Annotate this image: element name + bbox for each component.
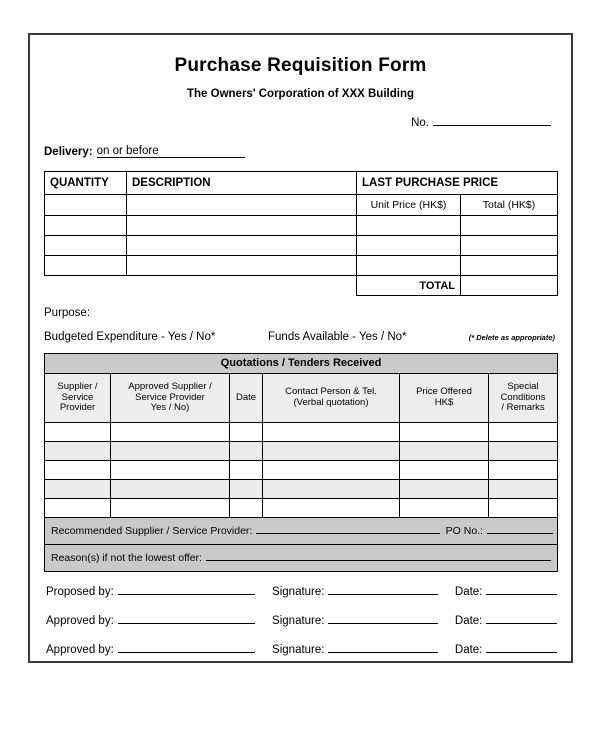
signature-row-0-signature-label: Signature: bbox=[272, 586, 325, 598]
items-row-1-description[interactable] bbox=[127, 216, 357, 236]
signature-row-0-date-label: Date: bbox=[454, 586, 483, 598]
items-row-1-unit-price[interactable] bbox=[357, 216, 461, 236]
form-body bbox=[30, 55, 571, 681]
recommended-supplier-input[interactable] bbox=[256, 533, 439, 534]
quotations-row-0-price[interactable] bbox=[400, 423, 489, 442]
recommended-supplier-label: Recommended Supplier / Service Provider: bbox=[51, 524, 253, 537]
items-row-3-description[interactable] bbox=[127, 256, 357, 276]
signature-row-0-date-input[interactable] bbox=[486, 594, 557, 595]
items-row-1-total[interactable] bbox=[461, 216, 558, 236]
form-page bbox=[28, 33, 573, 663]
signature-block bbox=[44, 586, 557, 656]
items-header-quantity: QUANTITY bbox=[45, 172, 127, 195]
purpose-label: Purpose: bbox=[44, 307, 91, 319]
quotations-row-4-approved[interactable] bbox=[111, 499, 230, 518]
signature-row-0-name-input[interactable] bbox=[118, 594, 256, 595]
page-title: Purchase Requisition Form bbox=[174, 55, 427, 76]
quotations-col-remarks-line-2: / Remarks bbox=[501, 402, 545, 414]
items-row-1-quantity[interactable] bbox=[45, 216, 127, 236]
signature-row-0-signature-input[interactable] bbox=[328, 594, 438, 595]
quotations-col-contact-line-0: Contact Person & Tel. bbox=[285, 386, 377, 398]
signature-row-approved-1 bbox=[44, 615, 557, 627]
quotations-table bbox=[44, 353, 558, 572]
signature-row-2-role: Approved by: bbox=[46, 644, 114, 656]
budget-row bbox=[44, 331, 557, 343]
funds-available-option[interactable]: Funds Available - Yes / No* bbox=[268, 331, 407, 343]
quotations-col-date-line-0: Date bbox=[235, 391, 257, 403]
budgeted-expenditure-option[interactable]: Budgeted Expenditure - Yes / No* bbox=[44, 331, 216, 343]
quotations-row-2-price[interactable] bbox=[400, 461, 489, 480]
items-row-3-unit-price[interactable] bbox=[357, 256, 461, 276]
signature-row-0-role: Proposed by: bbox=[46, 586, 114, 598]
signature-row-1-role: Approved by: bbox=[46, 615, 114, 627]
table-row bbox=[45, 256, 558, 276]
items-total-spacer-right bbox=[127, 276, 357, 296]
delivery-row bbox=[44, 145, 557, 158]
po-no-label: PO No.: bbox=[445, 524, 484, 537]
quotations-banner: Quotations / Tenders Received bbox=[45, 354, 558, 374]
items-row-3-total[interactable] bbox=[461, 256, 558, 276]
items-header-row bbox=[45, 172, 558, 195]
items-table bbox=[44, 171, 558, 296]
quotations-col-supplier bbox=[45, 374, 111, 423]
quotations-col-supplier-line-2: Provider bbox=[59, 402, 96, 414]
items-subheader-unit-price: Unit Price (HK$) bbox=[357, 195, 461, 216]
items-total-row bbox=[45, 276, 558, 296]
signature-row-1-signature-input[interactable] bbox=[328, 623, 438, 624]
quotations-col-supplier-line-1: Service bbox=[61, 391, 94, 403]
items-subheader-total: Total (HK$) bbox=[461, 195, 558, 216]
purpose-row bbox=[44, 307, 557, 319]
signature-row-2-name-input[interactable] bbox=[118, 652, 256, 653]
table-row bbox=[45, 216, 558, 236]
quotations-row-3-price[interactable] bbox=[400, 480, 489, 499]
quotations-row-3-date[interactable] bbox=[230, 480, 263, 499]
quotations-row-0-contact[interactable] bbox=[263, 423, 400, 442]
quotations-col-approved-line-0: Approved Supplier / bbox=[128, 380, 212, 392]
table-row bbox=[45, 461, 558, 480]
quotations-col-price bbox=[400, 374, 489, 423]
quotations-row-1-date[interactable] bbox=[230, 442, 263, 461]
items-subheader-row bbox=[45, 195, 558, 216]
quotations-col-remarks-line-0: Special bbox=[507, 380, 539, 392]
signature-row-approved-2 bbox=[44, 644, 557, 656]
quotations-row-1-price[interactable] bbox=[400, 442, 489, 461]
quotations-row-3-remarks[interactable] bbox=[489, 480, 558, 499]
quotations-col-price-line-1: HK$ bbox=[434, 397, 454, 408]
table-row bbox=[45, 423, 558, 442]
signature-row-2-date-label: Date: bbox=[454, 644, 483, 656]
quotations-col-approved-line-2: Yes / No) bbox=[150, 402, 190, 414]
signature-row-1-name-input[interactable] bbox=[118, 623, 256, 624]
table-row bbox=[45, 442, 558, 461]
items-header-last-purchase-price: LAST PURCHASE PRICE bbox=[357, 172, 558, 195]
quotations-row-1-supplier[interactable] bbox=[45, 442, 111, 461]
quotations-col-supplier-line-0: Supplier / bbox=[57, 380, 98, 392]
signature-row-2-date-input[interactable] bbox=[486, 652, 557, 653]
quotations-col-date bbox=[230, 374, 263, 423]
quotations-row-2-contact[interactable] bbox=[263, 461, 400, 480]
signature-row-1-signature-label: Signature: bbox=[272, 615, 325, 627]
items-total-value[interactable] bbox=[461, 276, 558, 296]
items-row-2-total[interactable] bbox=[461, 236, 558, 256]
quotations-row-1-approved[interactable] bbox=[111, 442, 230, 461]
quotations-header-row bbox=[45, 374, 558, 423]
table-row bbox=[45, 236, 558, 256]
quotations-col-contact bbox=[263, 374, 400, 423]
quotations-col-remarks-line-1: Conditions bbox=[500, 391, 546, 403]
recommended-supplier-cell bbox=[45, 518, 558, 545]
signature-row-proposed bbox=[44, 586, 557, 598]
signature-row-2-signature-label: Signature: bbox=[272, 644, 325, 656]
recommended-supplier-row bbox=[45, 518, 558, 545]
quotations-row-4-supplier[interactable] bbox=[45, 499, 111, 518]
signature-row-1-date-label: Date: bbox=[454, 615, 483, 627]
signature-row-1-date-input[interactable] bbox=[486, 623, 557, 624]
quotations-row-1-contact[interactable] bbox=[263, 442, 400, 461]
quotations-row-0-supplier[interactable] bbox=[45, 423, 111, 442]
quotations-banner-row bbox=[45, 354, 558, 374]
items-row-0-quantity[interactable] bbox=[45, 195, 127, 216]
quotations-row-4-price[interactable] bbox=[400, 499, 489, 518]
requisition-no-input[interactable] bbox=[433, 125, 551, 126]
quotations-col-approved bbox=[111, 374, 230, 423]
items-row-2-unit-price[interactable] bbox=[357, 236, 461, 256]
quotations-row-2-approved[interactable] bbox=[111, 461, 230, 480]
signature-row-2-signature-input[interactable] bbox=[328, 652, 438, 653]
quotations-row-1-remarks[interactable] bbox=[489, 442, 558, 461]
items-header-description: DESCRIPTION bbox=[127, 172, 357, 195]
quotations-col-contact-line-1: (Verbal quotation) bbox=[293, 397, 369, 408]
quotations-row-2-remarks[interactable] bbox=[489, 461, 558, 480]
quotations-row-0-date[interactable] bbox=[230, 423, 263, 442]
reason-row bbox=[45, 545, 558, 572]
quotations-row-3-approved[interactable] bbox=[111, 480, 230, 499]
items-total-spacer-left bbox=[45, 276, 127, 296]
quotations-row-3-supplier[interactable] bbox=[45, 480, 111, 499]
quotations-row-4-contact[interactable] bbox=[263, 499, 400, 518]
quotations-row-0-remarks[interactable] bbox=[489, 423, 558, 442]
items-row-0-description[interactable] bbox=[127, 195, 357, 216]
reason-input[interactable] bbox=[206, 560, 551, 561]
requisition-no-row bbox=[44, 117, 557, 129]
quotations-row-4-remarks[interactable] bbox=[489, 499, 558, 518]
delivery-label: Delivery: bbox=[44, 146, 93, 158]
quotations-row-0-approved[interactable] bbox=[111, 423, 230, 442]
quotations-col-approved-line-1: Service Provider bbox=[135, 391, 205, 403]
reason-cell bbox=[45, 545, 558, 572]
quotations-col-price-line-0: Price Offered bbox=[416, 386, 472, 398]
items-total-label: TOTAL bbox=[357, 276, 461, 296]
items-row-2-description[interactable] bbox=[127, 236, 357, 256]
po-no-input[interactable] bbox=[487, 533, 553, 534]
delete-as-appropriate-note: (* Delete as appropriate) bbox=[468, 333, 555, 342]
items-row-3-quantity[interactable] bbox=[45, 256, 127, 276]
reason-label: Reason(s) if not the lowest offer: bbox=[51, 551, 202, 564]
requisition-no-label: No. bbox=[411, 117, 429, 129]
quotations-row-2-date[interactable] bbox=[230, 461, 263, 480]
page-subtitle: The Owners' Corporation of XXX Building bbox=[187, 88, 414, 100]
quotations-row-3-contact[interactable] bbox=[263, 480, 400, 499]
quotations-row-4-date[interactable] bbox=[230, 499, 263, 518]
quotations-col-remarks bbox=[489, 374, 558, 423]
items-row-2-quantity[interactable] bbox=[45, 236, 127, 256]
delivery-date-input[interactable]: on or before bbox=[97, 145, 245, 158]
table-row bbox=[45, 499, 558, 518]
table-row bbox=[45, 480, 558, 499]
quotations-row-2-supplier[interactable] bbox=[45, 461, 111, 480]
